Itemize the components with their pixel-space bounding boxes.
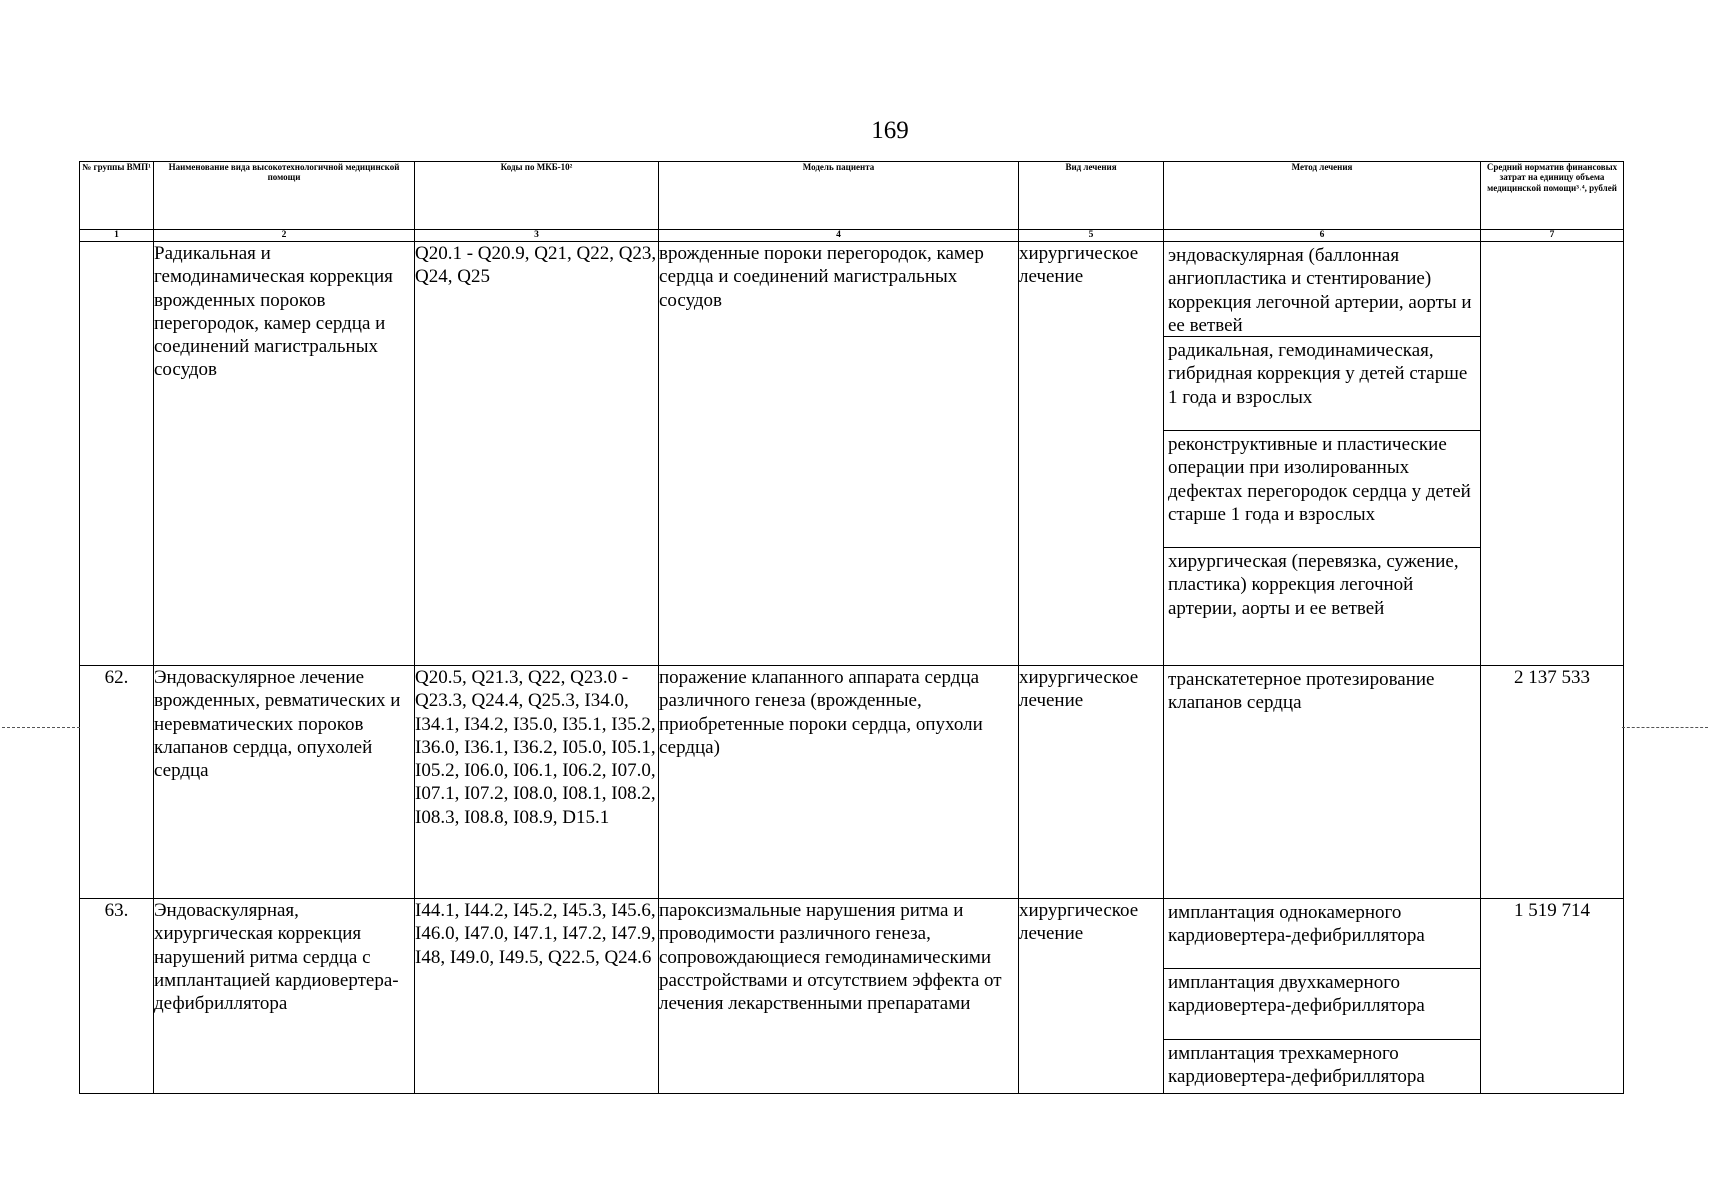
care-type-name: Эндоваскулярная, хирургическая коррекция нарушений ритма сердца с имплантацией кардиовертера-дефибриллятора: [154, 899, 415, 1094]
table-row: [80, 242, 1624, 666]
treatment-method: радикальная, гемодинамическая, гибридная коррекция у детей старше 1 года и взрослых: [1164, 336, 1480, 430]
table-row: [80, 899, 1624, 1094]
group-number: [80, 242, 154, 666]
treatment-methods: [1164, 899, 1481, 1094]
column-number: 5: [1019, 230, 1164, 242]
care-type-name: Эндоваскулярное лечение врожденных, ревматических и неревматических пороков клапанов сердца, опухолей сердца: [154, 666, 415, 899]
header-name: Наименование вида высокотехнологичной медицинской помощи: [154, 162, 415, 230]
header-cost: Средний норматив финансовых затрат на единицу объема медицинской помощи³˒⁴, рублей: [1481, 162, 1624, 230]
average-cost: [1481, 242, 1624, 666]
vmp-table: [79, 161, 1624, 1094]
header-method: Метод лечения: [1164, 162, 1481, 230]
treatment-method: транскатетерное протезирование клапанов сердца: [1168, 669, 1435, 714]
patient-model: пароксизмальные нарушения ритма и проводимости различного генеза, сопровождающиеся гемодинамическими расстройствами и отсутствием эффекта от лечения лекарственными препаратами: [659, 899, 1019, 1094]
treatment-method: эндоваскулярная (баллонная ангиопластика и стентирование) коррекция легочной артерии, аорты и ее ветвей: [1168, 245, 1472, 336]
treatment-method: реконструктивные и пластические операции при изолированных дефектах перегородок сердца у детей старше 1 года и взрослых: [1164, 430, 1480, 547]
patient-model: поражение клапанного аппарата сердца различного генеза (врожденные, приобретенные пороки сердца, опухоли сердца): [659, 666, 1019, 899]
treatment-type: хирургическое лечение: [1019, 666, 1164, 899]
group-number: 63.: [80, 899, 154, 1094]
column-number: 1: [80, 230, 154, 242]
header-model: Модель пациента: [659, 162, 1019, 230]
column-number: 6: [1164, 230, 1481, 242]
header-treatment: Вид лечения: [1019, 162, 1164, 230]
treatment-methods: [1164, 666, 1481, 899]
column-number: 7: [1481, 230, 1624, 242]
treatment-type: хирургическое лечение: [1019, 899, 1164, 1094]
scan-artifact-line: [1622, 727, 1708, 728]
header-codes: Коды по МКБ-10²: [415, 162, 659, 230]
icd-codes: Q20.1 - Q20.9, Q21, Q22, Q23, Q24, Q25: [415, 242, 659, 666]
treatment-method: хирургическая (перевязка, сужение, пластика) коррекция легочной артерии, аорты и ее ветвей: [1164, 547, 1480, 624]
header-group: № группы ВМП¹: [80, 162, 154, 230]
column-number: 4: [659, 230, 1019, 242]
scan-artifact-line: [2, 727, 80, 728]
treatment-method: имплантация однокамерного кардиовертера-дефибриллятора: [1168, 902, 1425, 947]
column-number-row: [80, 230, 1624, 242]
average-cost: 1 519 714: [1481, 899, 1624, 1094]
treatment-methods: [1164, 242, 1481, 666]
page-number: 169: [871, 117, 909, 144]
average-cost: 2 137 533: [1481, 666, 1624, 899]
icd-codes: I44.1, I44.2, I45.2, I45.3, I45.6, I46.0, I47.0, I47.1, I47.2, I47.9, I48, I49.0, I49.5, Q22.5, Q24.6: [415, 899, 659, 1094]
treatment-type: хирургическое лечение: [1019, 242, 1164, 666]
group-number: 62.: [80, 666, 154, 899]
table-row: [80, 666, 1624, 899]
icd-codes: Q20.5, Q21.3, Q22, Q23.0 - Q23.3, Q24.4, Q25.3, I34.0, I34.1, I34.2, I35.0, I35.1, I35.2, I36.0, I36.1, I36.2, I05.0, I05.1, I05.2, I06.0, I06.1, I06.2, I07.0, I07.1, I07.2, I08.0, I08.1, I08.2, I08.3, I08.8, I08.9, D15.1: [415, 666, 659, 899]
patient-model: врожденные пороки перегородок, камер сердца и соединений магистральных сосудов: [659, 242, 1019, 666]
care-type-name: Радикальная и гемодинамическая коррекция врожденных пороков перегородок, камер сердца и соединений магистральных сосудов: [154, 242, 415, 666]
header-row: [80, 162, 1624, 230]
column-number: 2: [154, 230, 415, 242]
treatment-method: имплантация двухкамерного кардиовертера-дефибриллятора: [1164, 968, 1480, 1039]
treatment-method: имплантация трехкамерного кардиовертера-дефибриллятора: [1164, 1039, 1480, 1093]
column-number: 3: [415, 230, 659, 242]
